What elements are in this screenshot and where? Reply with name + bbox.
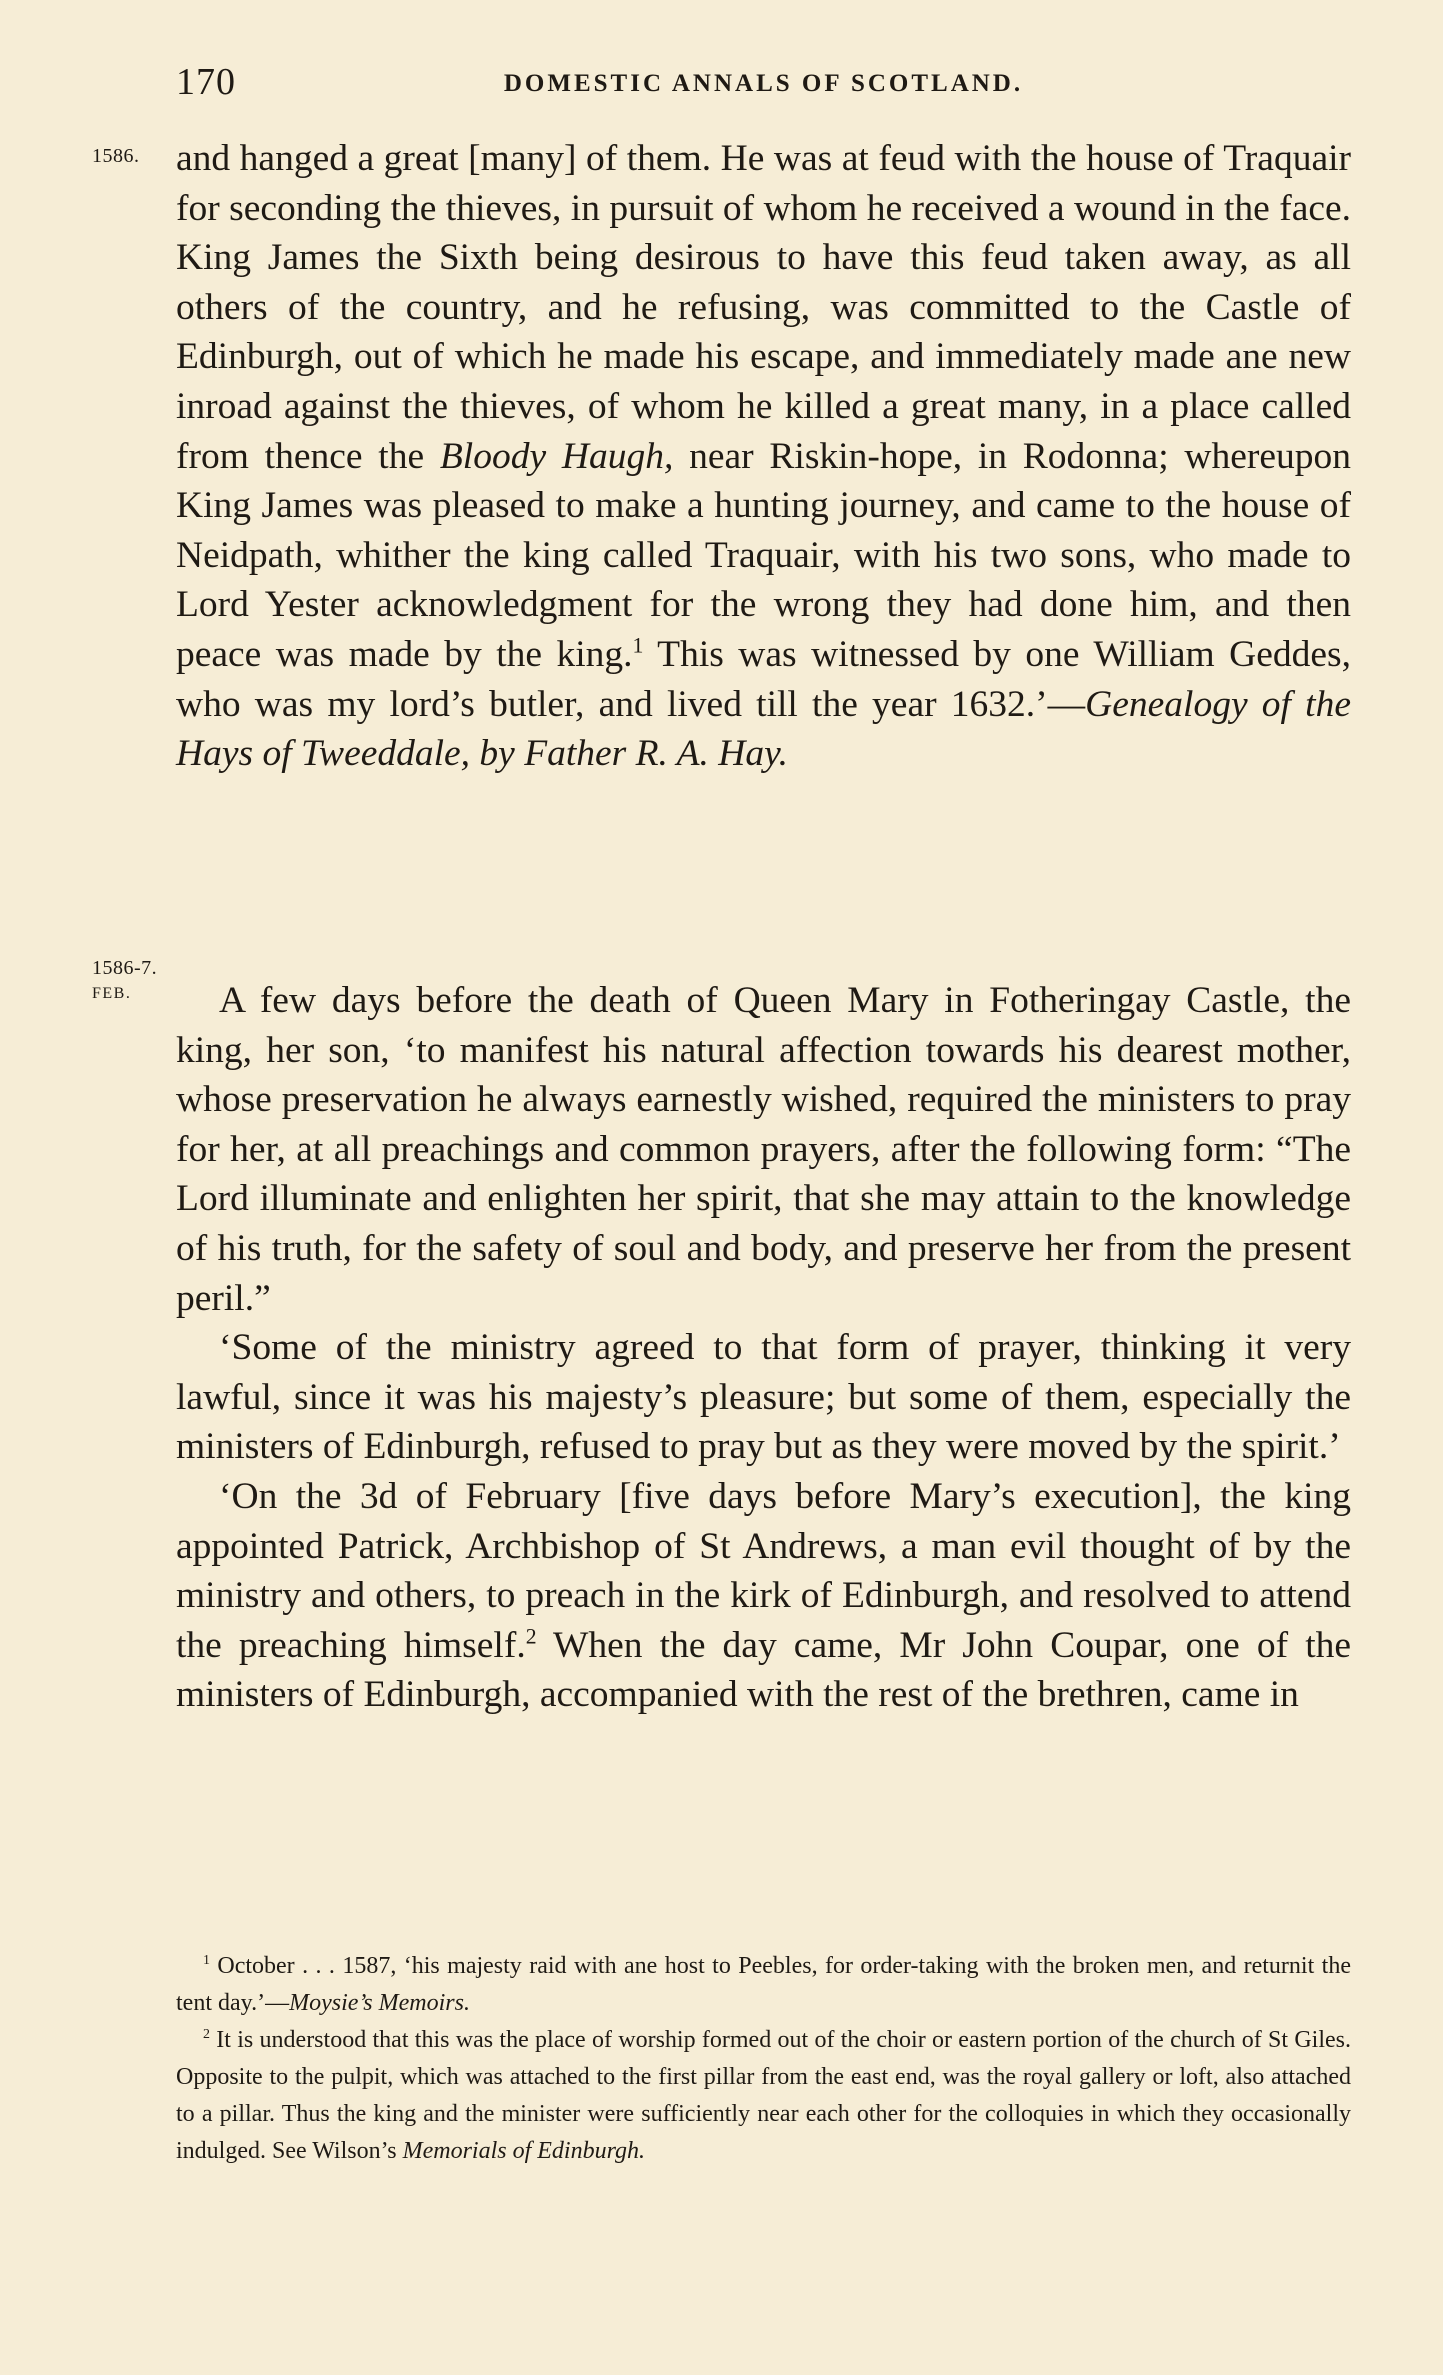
body-section-2 [176, 976, 1351, 1720]
paragraph: ‘On the 3d of February [five days before Mary’s execution], the king appointed Patrick, Archbishop of St Andrews, a man evil thought of by the ministry and others, to preach in the kirk of Edinburgh, and resolved to attend the preaching himself.$^2$ When the day came, Mr John Coupar, one of the ministers of Edinburgh, accompanied with the rest of the brethren, came in [176, 1475, 1352, 1716]
footnotes [176, 1948, 1351, 2170]
footnote-ref-1: 1 [632, 633, 644, 658]
paragraph: ‘Some of the ministry agreed to that form of prayer, thinking it very lawful, since it was his majesty’s pleasure; but some of them, especially the ministers of Edinburgh, refused to pray but as they were moved by the spirit.’ [176, 1327, 1351, 1468]
source-citation: Genealogy of the Hays of Tweeddale, by Father R. A. Hay. [176, 683, 1351, 775]
paragraph-continuation: and hanged a great [many] of them. He was at feud with the house of Traquair for seconding the thieves, in pursuit of whom he received a wound in the face. King James the Sixth being desirous to have this feud taken away, as all others of the country, and he refusing, was committed to the Castle of Edinburgh, out of which he made his escape, and immediately made ane new inroad against the thieves, of whom he killed a great many, in a place called from thence the Bloody Haugh, near Riskin-hope, in Rodonna; whereupon King James was pleased to make a hunting journey, and came to the house of Neidpath, whither the king called Traquair, with his two sons, who made to Lord Yester acknowledgment for the wrong they had done him, and then peace was made by the king.$^1$ This was witnessed by one William Geddes, who was my lord’s butler, and lived till the year 1632.’—Genealogy of the Hays of Tweeddale, by Father R. A. Hay. [176, 138, 1352, 775]
page-number: 170 [176, 61, 236, 103]
footnote-1: $^1$ October . . . 1587, ‘his majesty raid with ane host to Peebles, for order-taking with the broken men, and returnit the tent day.’—Moysie’s Memoirs. [176, 1953, 1351, 2016]
place-name: Bloody Haugh, [439, 435, 674, 477]
running-title: DOMESTIC ANNALS OF SCOTLAND. [503, 70, 1024, 97]
page-header [176, 60, 1351, 110]
margin-year: 1586-7. [92, 957, 158, 979]
footnote-2: $^2$ It is understood that this was the place of worship formed out of the choir or eastern portion of the church of St Giles. Opposite to the pulpit, which was attached to the first pillar from the east end, was the royal gallery or loft, also attached to a pillar. Thus the king and the minister were sufficiently near each other for the colloquies in which they occasionally indulged. See Wilson’s Memorials of Edinburgh. [176, 2027, 1351, 2164]
body-section-1 [176, 134, 1351, 779]
footnote-ref-2: 2 [525, 1624, 537, 1649]
margin-year-1586: 1586. [92, 145, 140, 167]
paragraph: A few days before the death of Queen Mary in Fotheringay Castle, the king, her son, ‘to manifest his natural affection towards his dearest mother, whose preservation he always earnestly wished, required the ministers to pray for her, at all preachings and common prayers, after the following form: “The Lord illuminate and enlighten her spirit, that she may attain to the knowledge of his truth, for the safety of soul and body, and preserve her from the present peril.” [176, 980, 1351, 1319]
margin-month: FEB. [92, 985, 132, 1002]
margin-year-1586-7 [92, 955, 157, 1007]
